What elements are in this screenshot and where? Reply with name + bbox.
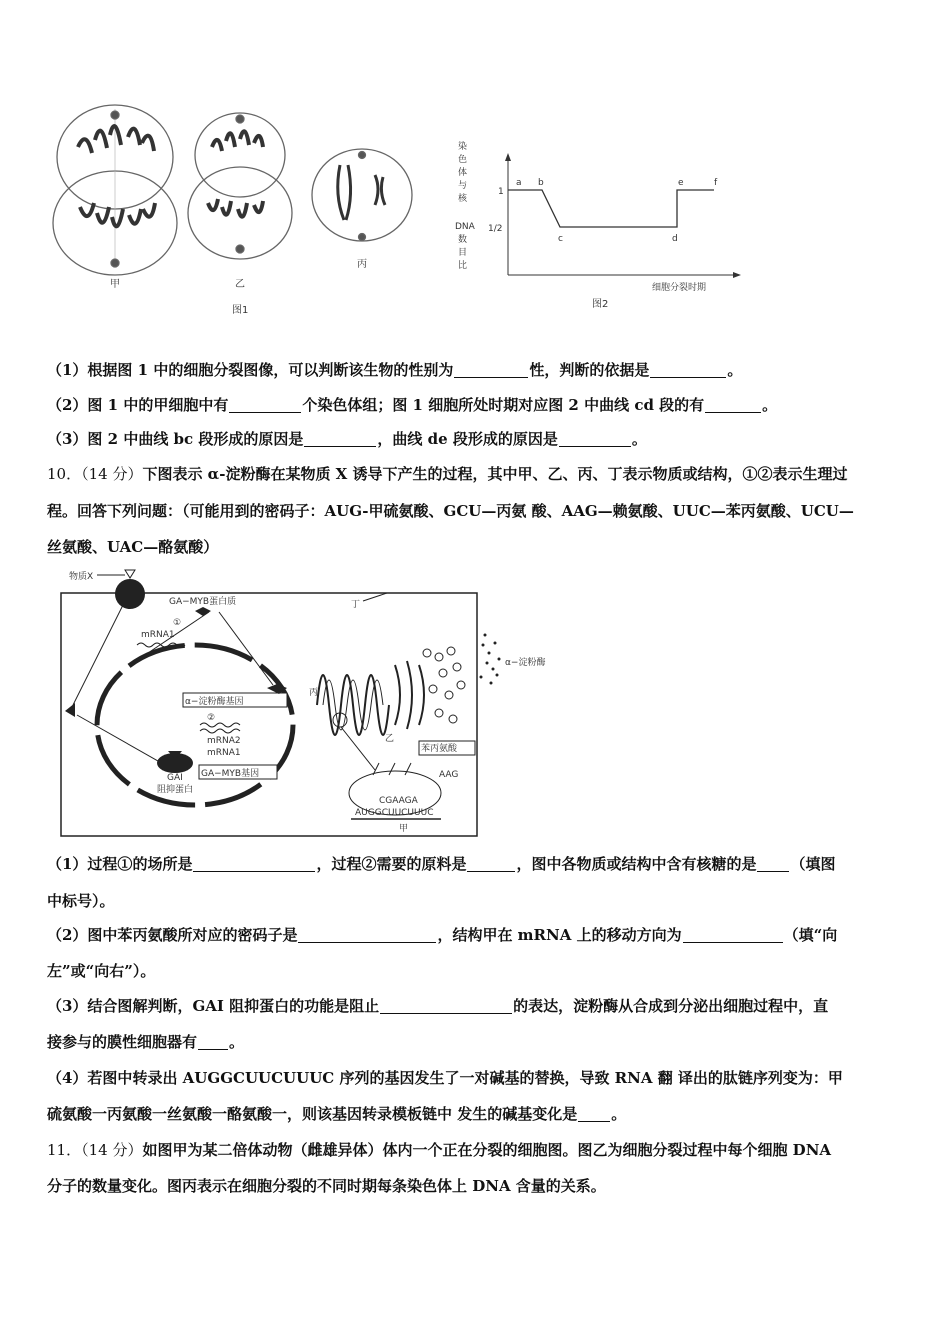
trna-anticodon-label: CGAAGA [379,796,418,806]
y-tick-1: 1 [498,187,504,197]
mrna-sequence-label: AUGGCUUCUUUC [355,808,434,818]
ga-myb-gene-label: GA−MYB基因 [201,769,260,779]
amylase-dots [480,634,501,685]
mrna2-label: mRNA2 [207,736,241,746]
receptor-icon [125,570,135,578]
cell-yi [188,113,292,259]
golgi-apparatus [395,661,424,729]
q10-part-1-line-2: 中标号）。 [47,892,115,910]
point-f: f [714,178,718,188]
q11-stem-line-1: 11．（14 分）如图甲为某二倍体动物（雌雄异体）体内一个正在分裂的细胞图。图乙为细胞分裂过程中每个细胞 DNA [47,1141,832,1159]
ga-myb-protein-icon [195,607,211,616]
cell-jia [53,105,177,275]
x-axis-label: 细胞分裂时期 [652,283,707,293]
q9-3-blank-de[interactable] [559,430,631,447]
q10-3-blank-expression[interactable] [380,997,512,1014]
arrow-left-icon [65,703,75,717]
q9-part-3: （3）图 2 中曲线 bc 段形成的原因是 ，曲线 de 段形成的原因是 。 [47,430,647,448]
figure-1-cell-division [40,95,420,325]
point-c: c [558,234,563,244]
q10-number: 10．（14 分） [47,465,143,483]
q10-part-3-line-2: 接参与的膜性细胞器有 。 [47,1033,245,1051]
aag-label: AAG [439,770,459,780]
mrna1-top-label: mRNA1 [141,630,175,640]
q9-2-blank-sets[interactable] [229,396,301,413]
ga-myb-protein-label: GA−MYB蛋白质 [169,597,237,607]
point-b: b [538,178,544,188]
q10-stem-line-2: 程。回答下列问题：（可能用到的密码子：AUG-甲硫氨酸、GCU—丙氨 酸、AAG—赖氨酸、UUC—苯丙氨酸、UCU— [47,502,854,520]
q9-2-blank-cells[interactable] [705,396,761,413]
q10-3-blank-organelles[interactable] [198,1033,228,1050]
figure-2-ylabel [455,140,476,271]
cell-yi-label: 乙 [235,279,245,290]
q9-1-blank-basis[interactable] [650,361,726,378]
q9-1-blank-sex[interactable] [454,361,528,378]
svg-text:核: 核 [458,194,468,204]
q10-1-blank-material[interactable] [467,855,515,872]
q10-1-blank-ribose[interactable] [757,855,789,872]
process-1-label: ① [173,618,182,628]
y-tick-half: 1/2 [488,224,503,234]
q10-part-4-line-1: （4）若图中转录出 AUGGCUUCUUUC 序列的基因发生了一对碱基的替换，导致 RNA 翻 译出的肽链序列变为：甲 [47,1069,843,1087]
receptor-blob-icon [115,579,145,609]
cell-bing-label: 丙 [357,259,367,270]
q9-3-blank-bc[interactable] [304,430,376,447]
amylase-label: α−淀粉酶 [505,658,546,668]
point-e: e [678,178,684,188]
svg-text:体: 体 [458,168,468,178]
q11-stem-line-2: 分子的数量变化。图丙表示在细胞分裂的不同时期每条染色体上 DNA 含量的关系。 [47,1177,606,1195]
q10-1-blank-site[interactable] [193,855,315,872]
point-a: a [516,178,522,188]
figure-2-caption: 图2 [592,299,609,310]
point-d: d [672,234,678,244]
q10-part-2-line-2: 左”或“向右”）。 [47,962,156,980]
q10-stem-line-1: 10．（14 分）下图表示 α-淀粉酶在某物质 X 诱导下产生的过程，其中甲、乙、丙、丁表示物质或结构，①②表示生理过 [47,465,848,483]
er-membrane [317,675,389,735]
q10-part-2-line-1: （2）图中苯丙氨酸所对应的密码子是 ，结构甲在 mRNA 上的移动方向为 （填“向 [47,926,838,944]
q10-4-blank-base-change[interactable] [578,1105,610,1122]
structure-yi-label: 乙 [385,734,395,744]
q10-2-blank-codon[interactable] [298,926,436,943]
q10-stem-line-3: 丝氨酸、UAC—酪氨酸） [47,538,219,556]
svg-text:DNA: DNA [455,222,475,232]
q9-part-2: （2）图 1 中的甲细胞中有 个染色体组；图 1 细胞所处时期对应图 2 中曲线 cd 段的有 。 [47,396,778,414]
figure-1-caption: 图1 [232,305,249,316]
svg-text:比: 比 [458,261,468,271]
q10-2-blank-direction[interactable] [683,926,783,943]
svg-text:色: 色 [458,155,468,165]
svg-text:数: 数 [458,235,468,245]
cell-bing [312,149,412,241]
q10-part-3-line-1: （3）结合图解判断，GAI 阻抑蛋白的功能是阻止 的表达，淀粉酶从合成到分泌出细胞过程中，直 [47,997,829,1015]
svg-text:目: 目 [458,248,468,258]
substance-x-label: 物质X [69,572,94,582]
structure-ding-label: 丁 [351,600,361,610]
secretory-vesicles [423,647,465,723]
phe-label: 苯丙氨酸 [421,744,458,754]
q10-amylase-diagram [55,565,546,840]
nuclear-envelope [97,645,293,805]
structure-bing-label: 丙 [309,688,319,698]
svg-text:与: 与 [458,181,468,191]
ratio-curve [508,190,714,227]
q10-part-1-line-1: （1）过程①的场所是 ，过程②需要的原料是 ，图中各物质或结构中含有核糖的是 （填图 [47,855,836,873]
mrna1-label: mRNA1 [207,748,241,758]
q11-number: 11．（14 分） [47,1141,143,1159]
figure-2-ratio-curve [452,135,752,325]
cell-jia-label: 甲 [110,279,120,290]
gai-repressor-label: 阻抑蛋白 [157,785,194,795]
amylase-gene-label: α−淀粉酶基因 [185,697,244,707]
gai-label: GAI [167,773,183,783]
process-2-label: ② [207,713,216,723]
svg-text:染: 染 [458,142,468,152]
q9-part-1: （1）根据图 1 中的细胞分裂图像，可以判断该生物的性别为 性，判断的依据是 。 [47,361,743,379]
structure-jia-label: 甲 [399,824,409,834]
q10-part-4-line-2: 硫氨酸一丙氨酸一丝氨酸一酪氨酸一，则该基因转录模板链中 发生的碱基变化是 。 [47,1105,627,1123]
